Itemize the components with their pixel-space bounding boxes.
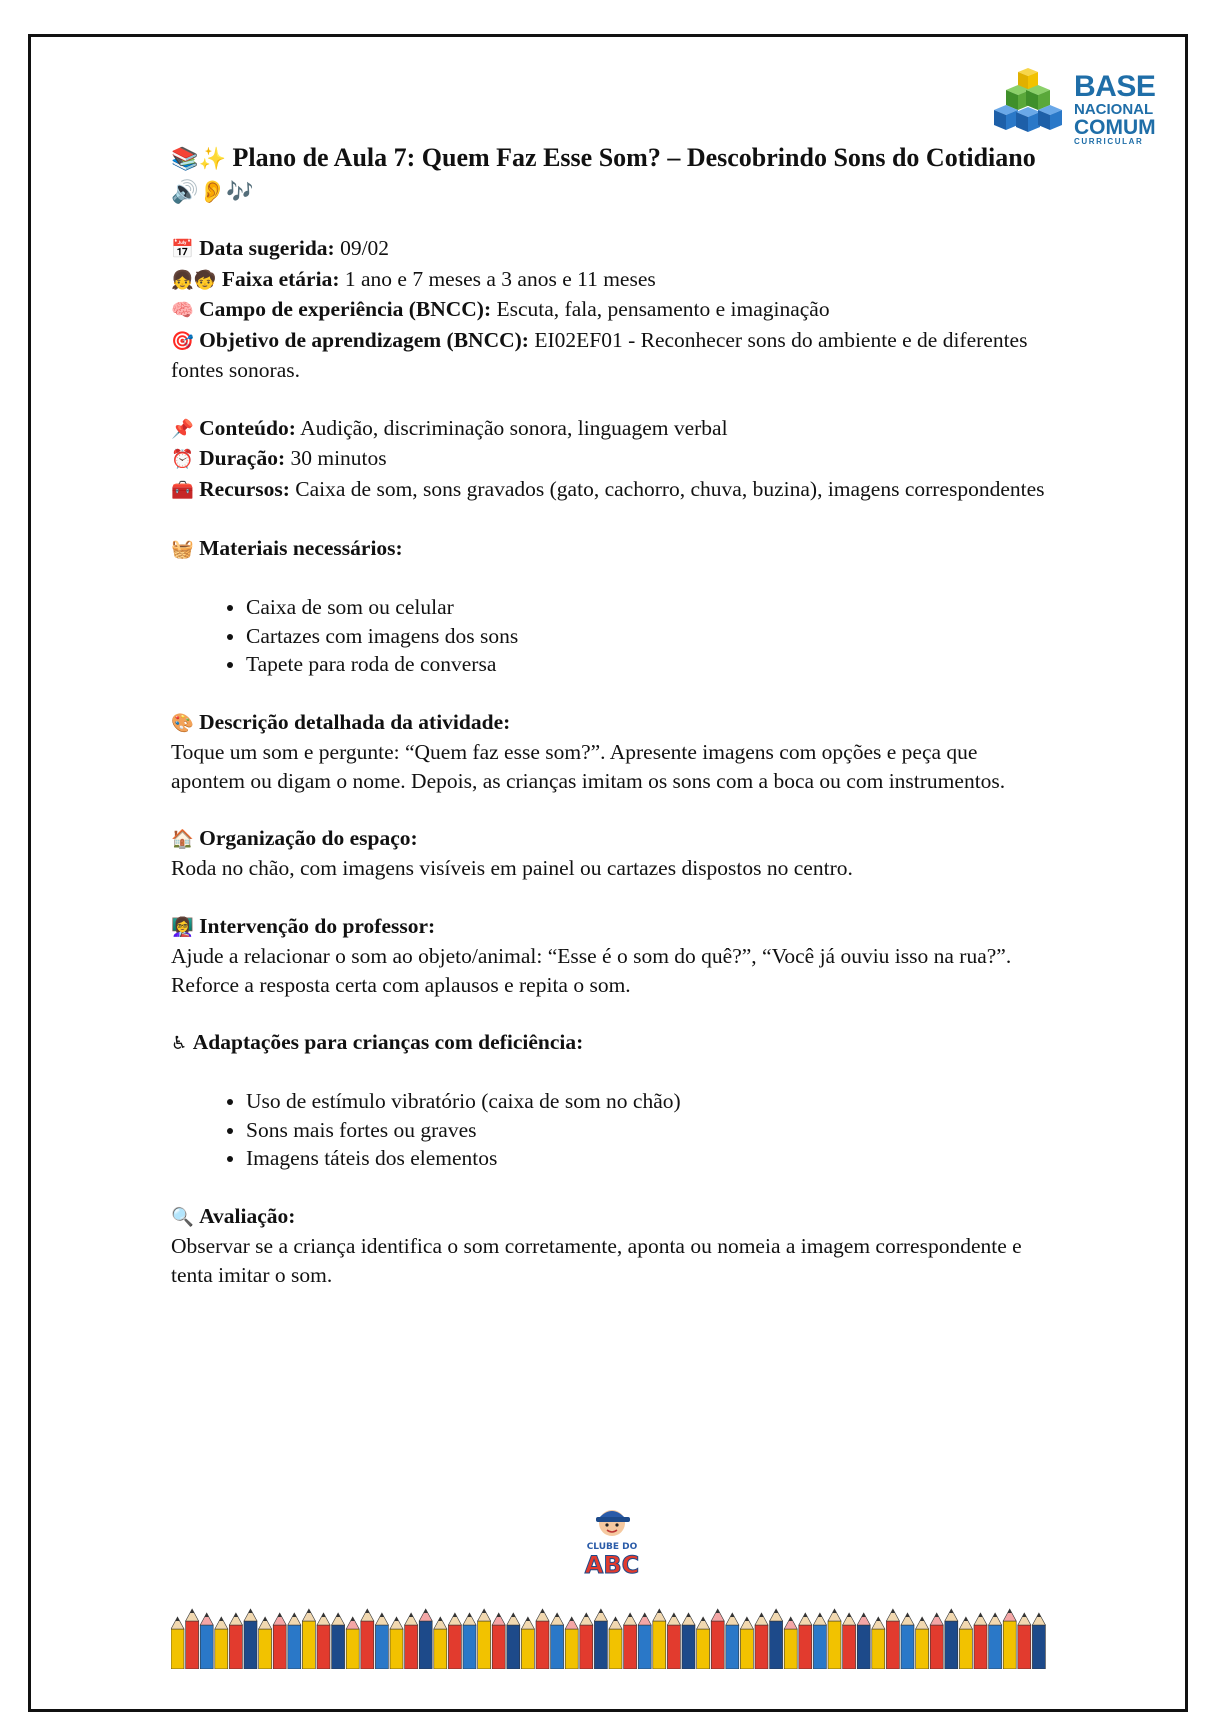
age-label: Faixa etária: — [221, 266, 340, 291]
space-heading-text: Organização do espaço: — [199, 825, 418, 850]
adaptations-heading — [171, 1028, 1051, 1059]
date-line — [171, 234, 1051, 265]
duration-label: Duração: — [199, 446, 286, 471]
bncc-word-base: BASE — [1074, 70, 1156, 103]
books-sparkles-icon: 📚✨ — [171, 146, 227, 172]
pushpin-icon: 📌 — [171, 418, 194, 440]
pencil-icon — [1018, 1613, 1031, 1669]
date-label: Data sugerida: — [199, 236, 335, 260]
pencil-icon — [755, 1613, 768, 1669]
pencil-icon — [667, 1613, 680, 1669]
list-item: • Caixa de som ou celular — [246, 593, 1051, 622]
duration-value: 30 minutos — [290, 446, 387, 471]
pencil-icon — [332, 1613, 345, 1669]
content-label: Conteúdo: — [199, 415, 296, 440]
resources-line — [171, 475, 1051, 506]
pencil-icon — [828, 1609, 841, 1669]
pencil-icon — [580, 1613, 593, 1669]
wheelchair-icon: ♿ — [171, 1033, 188, 1055]
pencil-icon — [536, 1609, 549, 1669]
age-value: 1 ano e 7 meses a 3 anos e 11 meses — [344, 266, 656, 291]
pencil-icon — [507, 1613, 520, 1669]
objective-line — [171, 326, 1051, 385]
pencil-icon — [302, 1609, 315, 1669]
teacher-heading — [171, 912, 1051, 943]
pencil-icon — [989, 1613, 1002, 1669]
pencil-icon — [697, 1617, 710, 1669]
toolbox-icon: 🧰 — [171, 479, 194, 501]
duration-line — [171, 444, 1051, 475]
evaluation-text: Observar se a criança identifica o som corretamente, aponta ou nomeia a imagem correspondente e tenta imitar o som. — [171, 1234, 1022, 1287]
description-heading — [171, 708, 1051, 739]
pencil-icon — [259, 1617, 272, 1669]
pencil-icon — [711, 1609, 724, 1669]
pencil-icon — [638, 1613, 651, 1669]
pencil-icon — [813, 1613, 826, 1669]
pencil-icon — [843, 1613, 856, 1669]
description-text: Toque um som e pergunte: “Quem faz esse som?”. Apresente imagens com opções e peça que apontem ou digam o nome. Depois, as crianças imitam os sons com a boca ou com instrumentos. — [171, 740, 1006, 793]
age-line — [171, 265, 1051, 296]
pencil-icon — [463, 1613, 476, 1669]
title-text: Plano de Aula 7: Quem Faz Esse Som? – Descobrindo Sons do Cotidiano — [232, 143, 1036, 172]
clube-do-abc-logo — [572, 1505, 652, 1577]
pencil-icon — [799, 1613, 812, 1669]
space-heading — [171, 824, 1051, 855]
pencil-icon — [229, 1613, 242, 1669]
list-item: • Cartazes com imagens dos sons — [246, 622, 1051, 651]
adaptations-list — [171, 1087, 1051, 1173]
teacher-heading-text: Intervenção do professor: — [199, 913, 436, 938]
pencil-icon — [594, 1609, 607, 1669]
objective-value: EI02EF01 - Reconhecer sons do ambiente e de diferentes fontes sonoras. — [171, 327, 1028, 383]
objective-label: Objetivo de aprendizagem (BNCC): — [199, 327, 529, 352]
brain-icon: 🧠 — [171, 300, 194, 322]
pencil-icon — [390, 1617, 403, 1669]
basket-icon: 🧺 — [171, 538, 194, 560]
pencil-icon — [1003, 1609, 1016, 1669]
materials-heading — [171, 534, 1051, 565]
pencil-icon — [448, 1613, 461, 1669]
evaluation-heading-text: Avaliação: — [199, 1203, 296, 1228]
lesson-plan — [171, 142, 1051, 1289]
children-icon: 👧🧒 — [171, 269, 217, 291]
pencil-icon — [901, 1613, 914, 1669]
pencil-icon — [288, 1613, 301, 1669]
pencil-icon — [726, 1613, 739, 1669]
pencil-icon — [346, 1617, 359, 1669]
list-item: • Tapete para roda de conversa — [246, 650, 1051, 679]
palette-icon: 🎨 — [171, 712, 194, 734]
list-item: • Imagens táteis dos elementos — [246, 1144, 1051, 1173]
pencil-icon — [959, 1617, 972, 1669]
pencil-icon — [317, 1613, 330, 1669]
list-item: • Uso de estímulo vibratório (caixa de som no chão) — [246, 1087, 1051, 1116]
field-label: Campo de experiência (BNCC): — [199, 297, 492, 322]
pencil-icon — [361, 1609, 374, 1669]
pencil-icon — [1032, 1613, 1045, 1669]
bncc-logo — [988, 68, 1168, 148]
abc-logo-text-main: ABC — [584, 1551, 640, 1577]
description-heading-text: Descrição detalhada da atividade: — [199, 709, 511, 734]
pencil-icon — [171, 1617, 184, 1669]
calendar-icon: 📅 — [171, 239, 194, 260]
pencil-icon — [740, 1617, 753, 1669]
bncc-word-nacional: NACIONAL — [1074, 101, 1154, 118]
pencil-icon — [434, 1617, 447, 1669]
pencil-icon — [492, 1613, 505, 1669]
bncc-word-comum: COMUM — [1074, 116, 1156, 139]
pencil-icon — [916, 1617, 929, 1669]
pencil-icon — [682, 1613, 695, 1669]
abc-logo-text-top: CLUBE DO — [586, 1542, 638, 1552]
resources-label: Recursos: — [199, 476, 290, 501]
adaptations-heading-text: Adaptações para crianças com deficiência: — [192, 1030, 584, 1055]
pencil-icon — [945, 1609, 958, 1669]
field-line — [171, 295, 1051, 326]
sound-ear-music-icon: 🔊👂🎶 — [171, 179, 254, 205]
pencil-icon — [770, 1609, 783, 1669]
pencil-icon — [930, 1613, 943, 1669]
target-icon: 🎯 — [171, 330, 194, 352]
house-icon: 🏠 — [171, 828, 194, 850]
pencil-icon — [215, 1617, 228, 1669]
content-line — [171, 414, 1051, 445]
pencil-icon — [186, 1609, 199, 1669]
materials-heading-text: Materiais necessários: — [199, 535, 403, 560]
pencil-icon — [653, 1609, 666, 1669]
pencil-icon — [565, 1617, 578, 1669]
evaluation-heading — [171, 1202, 1051, 1233]
pencil-icon — [375, 1613, 388, 1669]
pencil-icon — [273, 1613, 286, 1669]
pencil-icon — [624, 1613, 637, 1669]
teacher-text: Ajude a relacionar o som ao objeto/animal: “Esse é o som do quê?”, “Você já ouviu isso na rua?”. Reforce a resposta certa com aplausos e repita o som. — [171, 944, 1012, 997]
pencils-border — [171, 1603, 1051, 1669]
list-item: • Sons mais fortes ou graves — [246, 1116, 1051, 1145]
pencil-icon — [244, 1609, 257, 1669]
pencil-icon — [478, 1609, 491, 1669]
space-text: Roda no chão, com imagens visíveis em painel ou cartazes dispostos no centro. — [171, 856, 853, 881]
pencil-icon — [886, 1609, 899, 1669]
pencil-icon — [419, 1609, 432, 1669]
materials-list — [171, 593, 1051, 679]
magnifier-icon: 🔍 — [171, 1206, 194, 1228]
alarm-clock-icon: ⏰ — [171, 449, 194, 471]
pencil-icon — [405, 1613, 418, 1669]
pencil-icon — [521, 1617, 534, 1669]
page-title — [171, 142, 1051, 208]
pencil-icon — [551, 1613, 564, 1669]
pencil-icon — [609, 1617, 622, 1669]
pencil-icon — [974, 1613, 987, 1669]
pencil-icon — [857, 1613, 870, 1669]
date-value: 09/02 — [340, 236, 390, 260]
bncc-cubes-icon — [988, 68, 1068, 148]
pencil-icon — [200, 1613, 213, 1669]
pencil-icon — [784, 1617, 797, 1669]
resources-value: Caixa de som, sons gravados (gato, cachorro, chuva, buzina), imagens correspondentes — [295, 476, 1045, 501]
content-value: Audição, discriminação sonora, linguagem verbal — [300, 415, 728, 440]
field-value: Escuta, fala, pensamento e imaginação — [496, 297, 830, 322]
pencil-icon — [872, 1617, 885, 1669]
teacher-icon: 👩‍🏫 — [171, 916, 194, 938]
bncc-word-curricular: CURRICULAR — [1074, 137, 1144, 146]
